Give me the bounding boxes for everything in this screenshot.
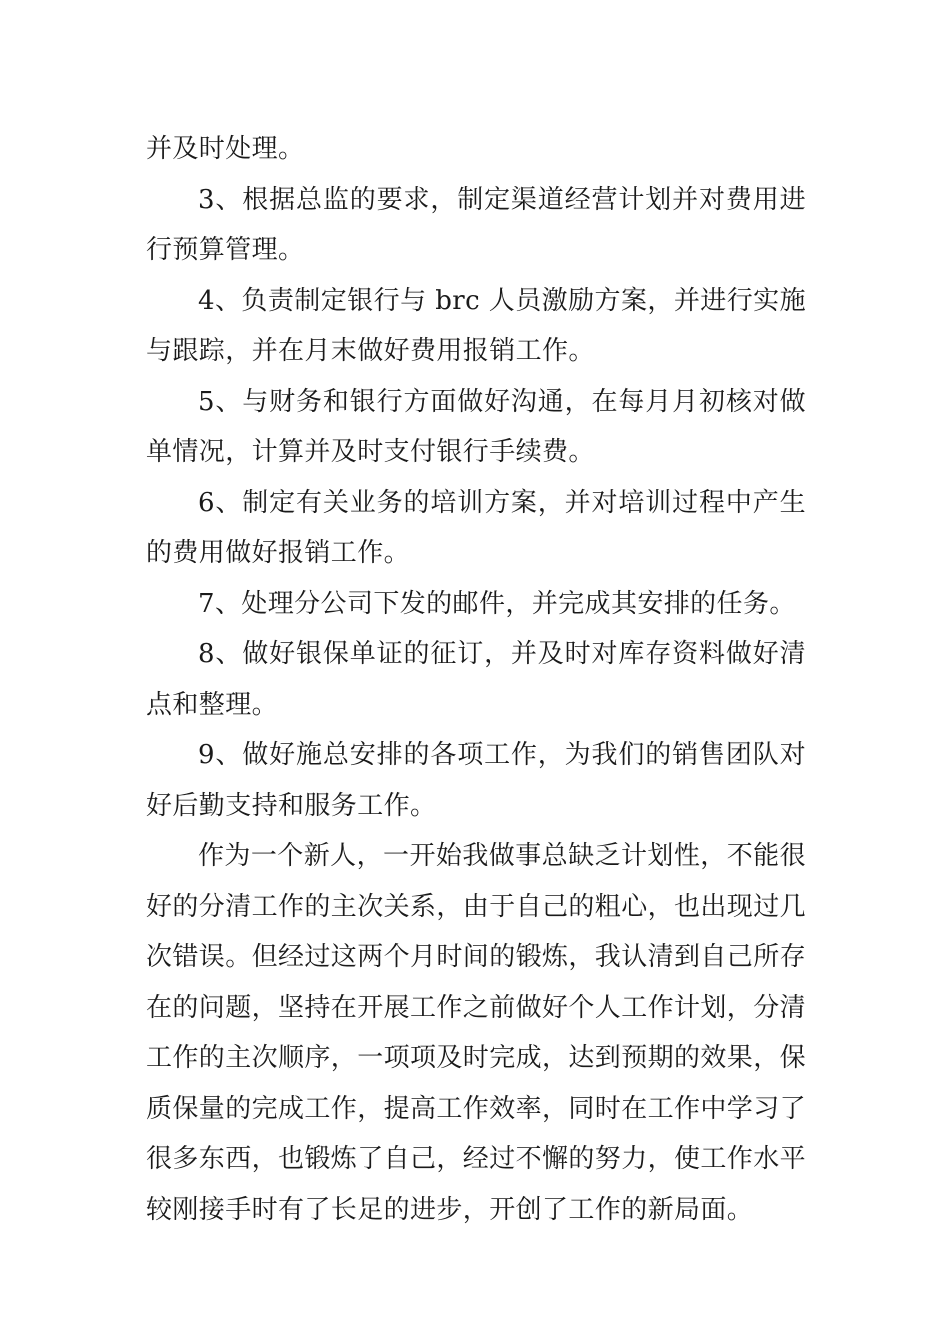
document-body [146,124,806,1235]
paragraph-item-7: 7、处理分公司下发的邮件，并完成其安排的任务。 [198,588,796,619]
paragraph-item-4: 4、负责制定银行与 brc 人员激励方案，并进行实施与跟踪，并在月末做好费用报销工作。 [146,285,806,366]
paragraph-item-9: 9、做好施总安排的各项工作，为我们的销售团队对好后勤支持和服务工作。 [146,740,806,821]
paragraph-item-5: 5、与财务和银行方面做好沟通，在每月月初核对做单情况，计算并及时支付银行手续费。 [146,386,806,467]
paragraph-reflection: 作为一个新人，一开始我做事总缺乏计划性，不能很好的分清工作的主次关系，由于自己的粗心，也出现过几次错误。但经过这两个月时间的锻炼，我认清到自己所存在的问题，坚持在开展工作之前做好个人工作计划，分清工作的主次顺序，一项项及时完成，达到预期的效果，保质保量的完成工作，提高工作效率，同时在工作中学习了很多东西，也锻炼了自己，经过不懈的努力，使工作水平较刚接手时有了长足的进步，开创了工作的新局面。 [146,841,807,1225]
paragraph-item-6: 6、制定有关业务的培训方案，并对培训过程中产生的费用做好报销工作。 [146,487,806,568]
paragraph-item-8: 8、做好银保单证的征订，并及时对库存资料做好清点和整理。 [146,639,806,720]
paragraph-continuation: 并及时处理。 [146,134,305,164]
paragraph-item-3: 3、根据总监的要求，制定渠道经营计划并对费用进行预算管理。 [146,184,806,265]
